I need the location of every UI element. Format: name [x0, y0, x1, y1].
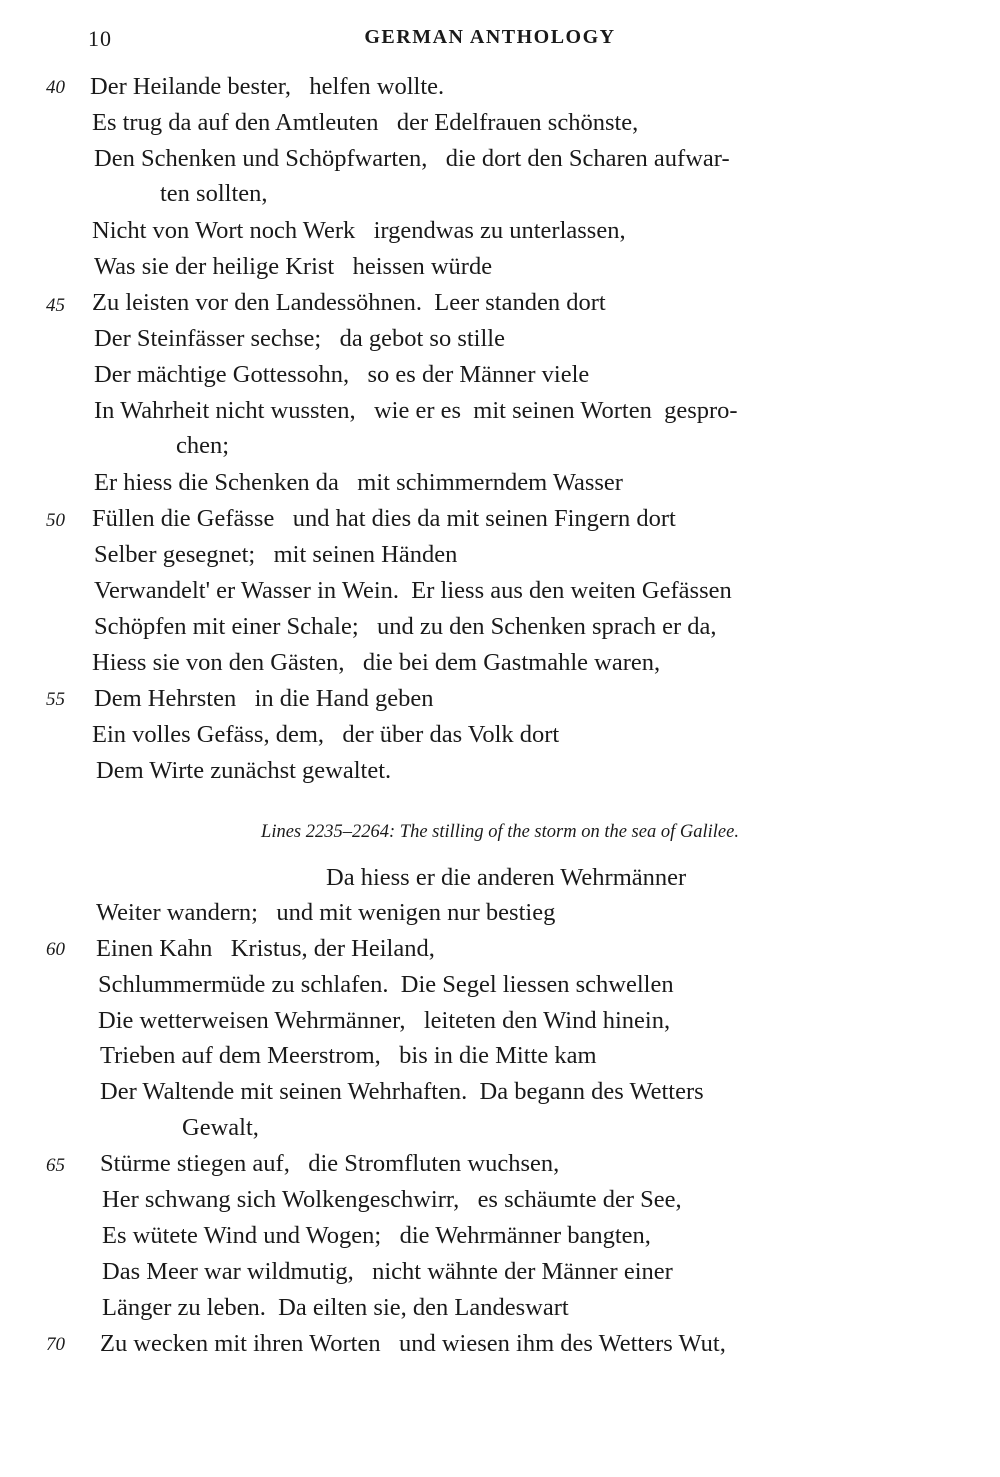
- verse-line: Trieben auf dem Meerstrom, bis in die Mitte kam: [100, 1042, 597, 1069]
- verse-line: Den Schenken und Schöpfwarten, die dort den Scharen aufwar-: [94, 145, 730, 172]
- verse-line: Schöpfen mit einer Schale; und zu den Schenken sprach er da,: [94, 613, 717, 640]
- line-number: 50: [46, 510, 65, 531]
- verse-line: Zu wecken mit ihren Worten und wiesen ihm des Wetters Wut,: [100, 1330, 726, 1357]
- verse-line: Selber gesegnet; mit seinen Händen: [94, 541, 458, 568]
- verse-line: Er hiess die Schenken da mit schimmerndem Wasser: [94, 469, 623, 496]
- verse-line: Der mächtige Gottessohn, so es der Männer viele: [94, 361, 590, 388]
- running-head: GERMAN ANTHOLOGY: [364, 26, 616, 48]
- verse-line: Ein volles Gefäss, dem, der über das Volk dort: [92, 721, 560, 748]
- verse-line: Das Meer war wildmutig, nicht wähnte der Männer einer: [102, 1258, 673, 1285]
- verse-line-continuation: Gewalt,: [182, 1114, 259, 1141]
- verse-line: Hiess sie von den Gästen, die bei dem Gastmahle waren,: [92, 649, 661, 676]
- verse-line: Da hiess er die anderen Wehrmänner: [326, 864, 687, 891]
- verse-line: Der Steinfässer sechse; da gebot so stille: [94, 325, 505, 352]
- verse-line: Der Heilande bester, helfen wollte.: [90, 73, 445, 100]
- verse-line: Es trug da auf den Amtleuten der Edelfrauen schönste,: [92, 109, 639, 136]
- verse-line: Her schwang sich Wolkengeschwirr, es schäumte der See,: [102, 1186, 682, 1213]
- verse-line: In Wahrheit nicht wussten, wie er es mit seinen Worten gespro-: [94, 397, 738, 424]
- line-number: 55: [46, 689, 65, 710]
- verse-line: Weiter wandern; und mit wenigen nur bestieg: [96, 899, 556, 926]
- page-header: [0, 22, 1000, 56]
- line-number: 65: [46, 1155, 65, 1176]
- verse-line: Zu leisten vor den Landessöhnen. Leer standen dort: [92, 289, 606, 316]
- verse-line: Dem Wirte zunächst gewaltet.: [96, 757, 392, 784]
- verse-line: Was sie der heilige Krist heissen würde: [94, 253, 493, 280]
- verse-line: Die wetterweisen Wehrmänner, leiteten den Wind hinein,: [98, 1007, 671, 1034]
- verse-line: Schlummermüde zu schlafen. Die Segel liessen schwellen: [98, 971, 674, 998]
- verse-line-continuation: ten sollten,: [160, 180, 268, 207]
- verse-line: Nicht von Wort noch Werk irgendwas zu unterlassen,: [92, 217, 626, 244]
- verse-line: Verwandelt' er Wasser in Wein. Er liess aus den weiten Gefässen: [94, 577, 732, 604]
- line-number: 70: [46, 1334, 65, 1355]
- section-heading: Lines 2235–2264: The stilling of the storm on the sea of Galilee.: [261, 822, 739, 842]
- verse-line: Dem Hehrsten in die Hand geben: [94, 685, 434, 712]
- line-number: 45: [46, 295, 65, 316]
- verse-line: Es wütete Wind und Wogen; die Wehrmänner bangten,: [102, 1222, 651, 1249]
- page-number: 10: [88, 26, 112, 51]
- verse-line: Füllen die Gefässe und hat dies da mit seinen Fingern dort: [92, 505, 676, 532]
- verse-line: Länger zu leben. Da eilten sie, den Landeswart: [102, 1294, 569, 1321]
- verse-line-continuation: chen;: [176, 432, 230, 459]
- line-number: 40: [46, 77, 65, 98]
- verse-line: Der Waltende mit seinen Wehrhaften. Da begann des Wetters: [100, 1078, 704, 1105]
- verse-line: Einen Kahn Kristus, der Heiland,: [96, 935, 435, 962]
- line-number: 60: [46, 939, 65, 960]
- verse-line: Stürme stiegen auf, die Stromfluten wuchsen,: [100, 1150, 560, 1177]
